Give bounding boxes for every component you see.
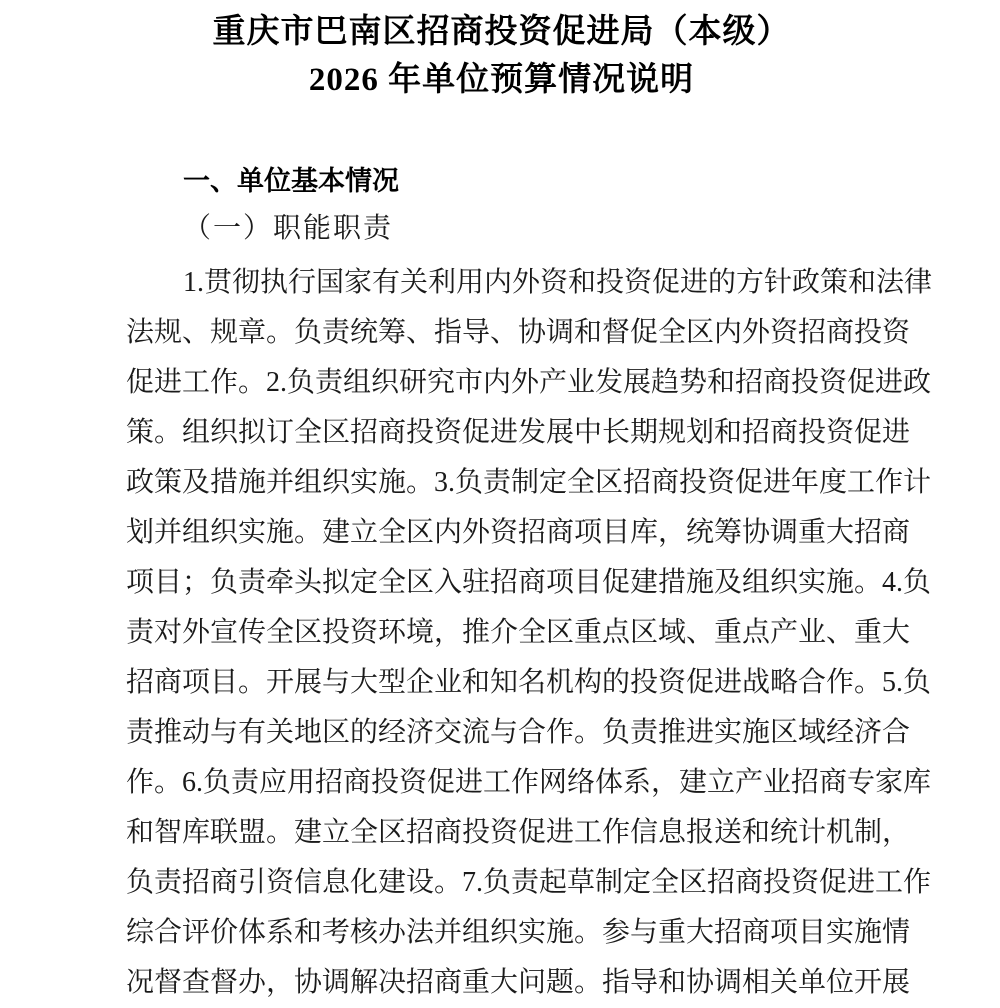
body-paragraph — [126, 258, 933, 1008]
body-line: 1.贯彻执行国家有关利用内外资和投资促进的方针政策和法律 — [183, 267, 933, 298]
body-line: 招商项目。开展与大型企业和知名机构的投资促进战略合作。5.负 — [126, 667, 932, 698]
body-line: 政策及措施并组织实施。3.负责制定全区招商投资促进年度工作计 — [126, 467, 932, 498]
body-line: 责对外宣传全区投资环境，推介全区重点区域、重点产业、重大 — [126, 617, 911, 648]
section-heading: 一、单位基本情况 — [183, 166, 399, 196]
body-line: 负责招商引资信息化建设。7.负责起草制定全区招商投资促进工作 — [126, 867, 932, 898]
body-line: 综合评价体系和考核办法并组织实施。参与重大招商项目实施情 — [126, 917, 911, 948]
body-line: 作。6.负责应用招商投资促进工作网络体系，建立产业招商专家库 — [126, 767, 932, 798]
body-line: 况督查督办，协调解决招商重大问题。指导和协调相关单位开展 — [126, 967, 911, 998]
document-title-line-2: 2026 年单位预算情况说明 — [308, 62, 695, 98]
section-subheading: （一）职能职责 — [183, 213, 394, 244]
body-line: 划并组织实施。建立全区内外资招商项目库，统筹协调重大招商 — [126, 517, 911, 548]
body-line: 策。组织拟订全区招商投资促进发展中长期规划和招商投资促进 — [126, 417, 911, 448]
body-line: 项目；负责牵头拟定全区入驻招商项目促建措施及组织实施。4.负 — [126, 567, 932, 598]
body-line: 和智库联盟。建立全区招商投资促进工作信息报送和统计机制， — [126, 817, 911, 848]
body-line: 责推动与有关地区的经济交流与合作。负责推进实施区域经济合 — [126, 717, 911, 748]
document-title — [126, 8, 877, 104]
body-line: 促进工作。2.负责组织研究市内外产业发展趋势和招商投资促进政 — [126, 367, 932, 398]
body-line: 法规、规章。负责统筹、指导、协调和督促全区内外资招商投资 — [126, 317, 911, 348]
document-title-line-1: 重庆市巴南区招商投资促进局（本级） — [212, 14, 791, 50]
